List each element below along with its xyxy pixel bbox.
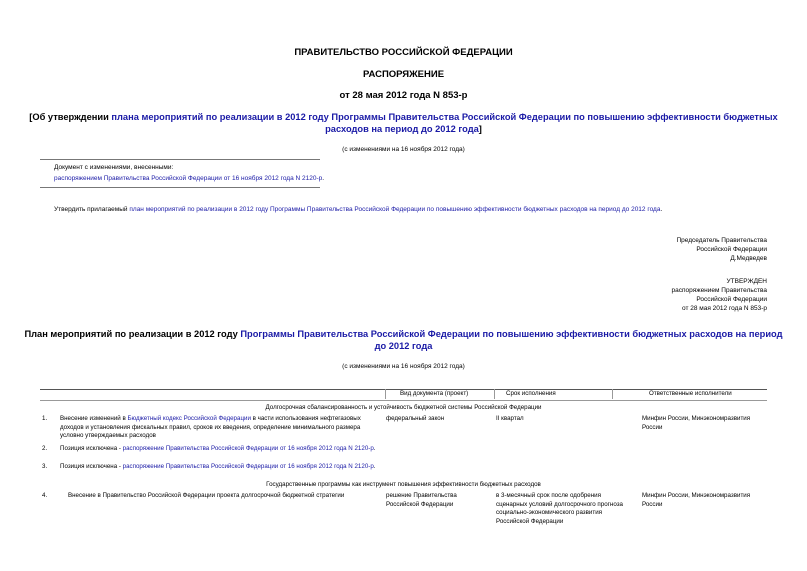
row1-text-d: условно утверждаемых расходов: [60, 432, 156, 439]
row-deadline: [496, 492, 623, 526]
approved-country: Российской Федерации: [696, 296, 767, 303]
row-number: 2.: [42, 445, 48, 452]
approve-plan-link[interactable]: план мероприятий по реализации в 2012 году Программы Правительства Российской Федерации по повышению эффективности бюджетных расходов на период до 2012 года: [129, 206, 661, 213]
row1-text-b: в части использования нефтегазовых: [250, 415, 361, 422]
changes-box-bottom-rule: [40, 187, 320, 188]
row-responsible: [642, 415, 750, 432]
row-description: [60, 445, 376, 454]
plan-title-link[interactable]: Программы Правительства Российской Федерации по повышению эффективности бюджетных расходов на период: [240, 329, 783, 339]
header-divider-3: [612, 389, 613, 399]
header-bottom-rule: [40, 400, 767, 401]
col-header-doc-type: Вид документа (проект): [400, 390, 469, 397]
row3-text: Позиция исключена -: [60, 463, 123, 470]
row2-link[interactable]: распоряжение Правительства Российской Федерации от 16 ноября 2012 года N 2120-р: [122, 445, 374, 452]
signature-position: Председатель Правительства: [676, 237, 767, 244]
row-number: 1.: [42, 415, 48, 422]
approve-prefix: Утвердить прилагаемый: [54, 206, 130, 213]
row4-deadline-3: социально-экономического развития: [496, 509, 603, 516]
row4-resp-2: России: [642, 500, 663, 508]
document-date-number: от 28 мая 2012 года N 853-р: [339, 90, 468, 101]
row4-resp-1: Минфин России, Минэкономразвития: [642, 492, 751, 499]
changes-box-dot: .: [322, 175, 325, 182]
government-heading: ПРАВИТЕЛЬСТВО РОССИЙСКОЙ ФЕДЕРАЦИИ: [294, 47, 513, 58]
approve-paragraph: [54, 205, 794, 214]
changes-box-label: Документ с изменениями, внесенными:: [54, 164, 174, 171]
approved-block: [567, 277, 767, 313]
plan-title: [0, 328, 807, 352]
row1-text-a: Внесение изменений в: [60, 415, 128, 422]
row3-dot: .: [373, 463, 376, 470]
signature-name: Д.Медведев: [730, 255, 767, 262]
col-header-responsible: Ответственные исполнители: [649, 390, 732, 397]
title-prefix: [Об утверждении: [29, 112, 112, 122]
row4-doc-1: решение Правительства: [386, 492, 457, 499]
signature-country: Российской Федерации: [696, 246, 767, 253]
row4-deadline-4: Российской Федерации: [496, 517, 564, 525]
row-deadline: II квартал: [496, 415, 524, 422]
row1-resp-1: Минфин России, Минэкономразвития: [642, 415, 751, 422]
row4-doc-2: Российской Федерации: [386, 500, 454, 508]
row-description: [60, 415, 385, 441]
approve-suffix: .: [660, 206, 663, 213]
amendment-note: (с изменениями на 16 ноября 2012 года): [342, 146, 465, 153]
plan-title-link-cont[interactable]: до 2012 года: [374, 341, 433, 351]
row4-deadline-1: в 3-месячный срок после одобрения: [496, 492, 601, 499]
approved-date-number: от 28 мая 2012 года N 853-р: [681, 305, 767, 312]
title-link-plan-cont[interactable]: расходов на период до 2012 года: [325, 124, 479, 134]
title-suffix: ]: [478, 124, 482, 134]
changes-box-top-rule: [40, 159, 320, 160]
plan-title-prefix: План мероприятий по реализации в 2012 году: [24, 329, 241, 339]
row-doc-type: [386, 492, 457, 509]
row-description: [60, 463, 376, 472]
approved-heading: УТВЕРЖДЕН: [726, 278, 767, 285]
approved-by: распоряжением Правительства: [671, 287, 767, 294]
document-title: [0, 111, 807, 135]
row1-text-c: доходов и установления фискальных правил, сроков их введения, определение минимального размера: [60, 423, 361, 431]
title-link-plan[interactable]: плана мероприятий по реализации в 2012 году Программы Правительства Российской Федерации по повышению эффективности бюджетных: [111, 112, 778, 122]
row1-resp-2: России: [642, 423, 663, 431]
row4-deadline-2: сценарных условий долгосрочного прогноза: [496, 500, 623, 508]
row-responsible: [642, 492, 750, 509]
row-description: Внесение в Правительство Российской Федерации проекта долгосрочной бюджетной стратегии: [68, 492, 345, 499]
section-heading-2: Государственные программы как инструмент повышения эффективности бюджетных расходов: [266, 481, 541, 488]
row-number: 3.: [42, 463, 48, 470]
budget-code-link[interactable]: Бюджетный кодекс Российской Федерации: [127, 415, 251, 422]
row2-dot: .: [373, 445, 376, 452]
row2-text: Позиция исключена -: [60, 445, 123, 452]
row-number: 4.: [42, 492, 48, 499]
document-type-heading: РАСПОРЯЖЕНИЕ: [362, 69, 445, 80]
row3-link[interactable]: распоряжение Правительства Российской Федерации от 16 ноября 2012 года N 2120-р: [122, 463, 374, 470]
plan-amendment-note: (с изменениями на 16 ноября 2012 года): [342, 363, 465, 370]
signature-block: [567, 236, 767, 263]
header-divider-1: [385, 389, 386, 399]
section-heading-1: Долгосрочная сбалансированность и устойчивость бюджетной системы Российской Федерации: [265, 404, 542, 411]
header-divider-2: [494, 389, 495, 399]
row-doc-type: федеральный закон: [386, 415, 445, 422]
col-header-deadline: Срок исполнения: [506, 390, 556, 397]
changes-box-link[interactable]: распоряжением Правительства Российской Федерации от 16 ноября 2012 года N 2120-р: [54, 175, 323, 182]
changes-box-entry: [54, 174, 324, 183]
